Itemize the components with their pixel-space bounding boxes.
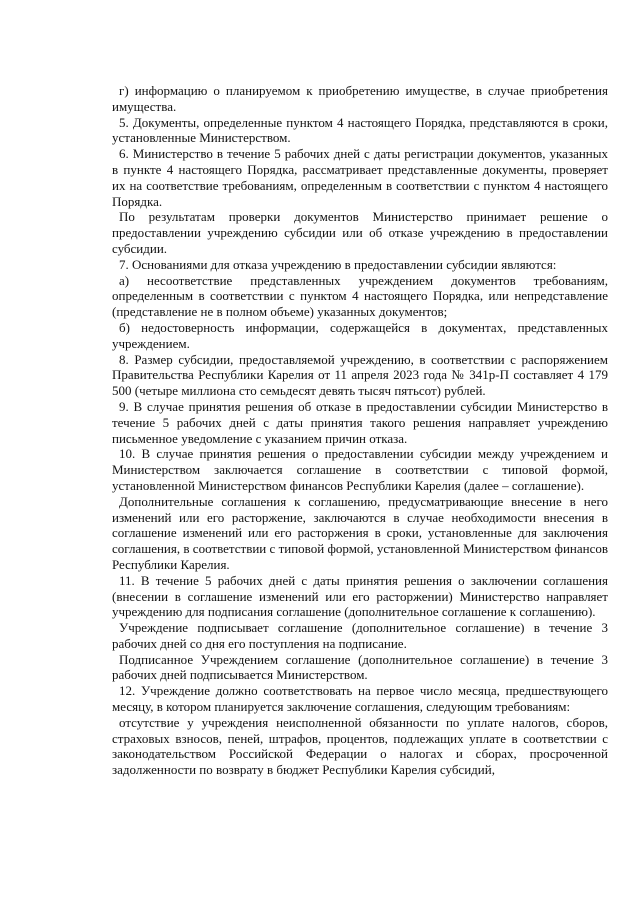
document-page (112, 83, 608, 778)
paragraph-7b-inaccuracy: б) недостоверность информации, содержащейся в документах, представленных учреждением. (112, 319, 608, 351)
paragraph-8-subsidy-amount: 8. Размер субсидии, предоставляемой учреждению, в соответствии с распоряжением Правительства Республики Карелия от 11 апреля 2023 года № 341р-П составляет 4 179 500 (четыре миллиона сто семьдесят девять тысяч пятьсот) рублей. (112, 351, 608, 399)
paragraph-additional-agreements: Дополнительные соглашения к соглашению, предусматривающие внесение в него изменений или его расторжение, заключаются в случае необходимости внесения в соглашение изменений или его расторжения в сроки, установленные для заключения соглашения, в соответствии с типовой формой, установленной Министерством финансов Республики Карелия. (112, 493, 608, 572)
paragraph-12-requirements: 12. Учреждение должно соответствовать на первое число месяца, предшествующего месяцу, в котором планируется заключение соглашения, следующим требованиям: (112, 683, 608, 715)
paragraph-9-refusal-notice: 9. В случае принятия решения об отказе в предоставлении субсидии Министерство в течение 5 рабочих дней с даты принятия такого решения направляет учреждению письменное уведомление с указанием причин отказа. (112, 398, 608, 446)
paragraph-review-decision: По результатам проверки документов Министерство принимает решение о предоставлении учреждению субсидии или об отказе учреждению в предоставлении субсидии. (112, 209, 608, 256)
paragraph-7-refusal-grounds: 7. Основаниями для отказа учреждению в предоставлении субсидии являются: (119, 256, 557, 272)
paragraph-10-agreement: 10. В случае принятия решения о предоставлении субсидии между учреждением и Министерством заключается соглашение в соответствии с типовой формой, установленной Министерством финансов Республики Карелия (далее – соглашение). (112, 446, 608, 493)
paragraph-institution-signing: Учреждение подписывает соглашение (дополнительное соглашение) в течение 3 рабочих дней со дня его поступления на подписание. (112, 620, 608, 651)
paragraph-11-agreement-sending: 11. В течение 5 рабочих дней с даты принятия решения о заключении соглашения (внесении в соглашение изменений или его расторжении) Министерство направляет учреждению для подписания соглашение (дополнительное соглашение к соглашению). (112, 572, 608, 620)
paragraph-7a-noncompliance: а) несоответствие представленных учреждением документов требованиям, определенным в соответствии с пунктом 4 настоящего Порядка, или непредставление (представление не в полном объеме) указанных документов; (112, 272, 608, 320)
paragraph-ministry-signing: Подписанное Учреждением соглашение (дополнительное соглашение) в течение 3 рабочих дней подписывается Министерством. (112, 651, 608, 683)
paragraph-5-documents-deadline: 5. Документы, определенные пунктом 4 настоящего Порядка, представляются в сроки, установленные Министерством. (112, 114, 608, 146)
paragraph-6-ministry-review: 6. Министерство в течение 5 рабочих дней с даты регистрации документов, указанных в пункте 4 настоящего Порядка, рассматривает представленные документы, проверяет их на соответствие требованиям, определенным в соответствии с пунктом 4 настоящего Порядка. (112, 146, 608, 209)
paragraph-item-g-property-info: г) информацию о планируемом к приобретению имуществе, в случае приобретения имущества. (112, 83, 608, 114)
paragraph-no-tax-debt: отсутствие у учреждения неисполненной обязанности по уплате налогов, сборов, страховых взносов, пеней, штрафов, процентов, подлежащих уплате в соответствии с законодательством Российской Федерации о налогах и сборах, просроченной задолженности по возврату в бюджет Республики Карелия субсидий, (112, 714, 608, 778)
